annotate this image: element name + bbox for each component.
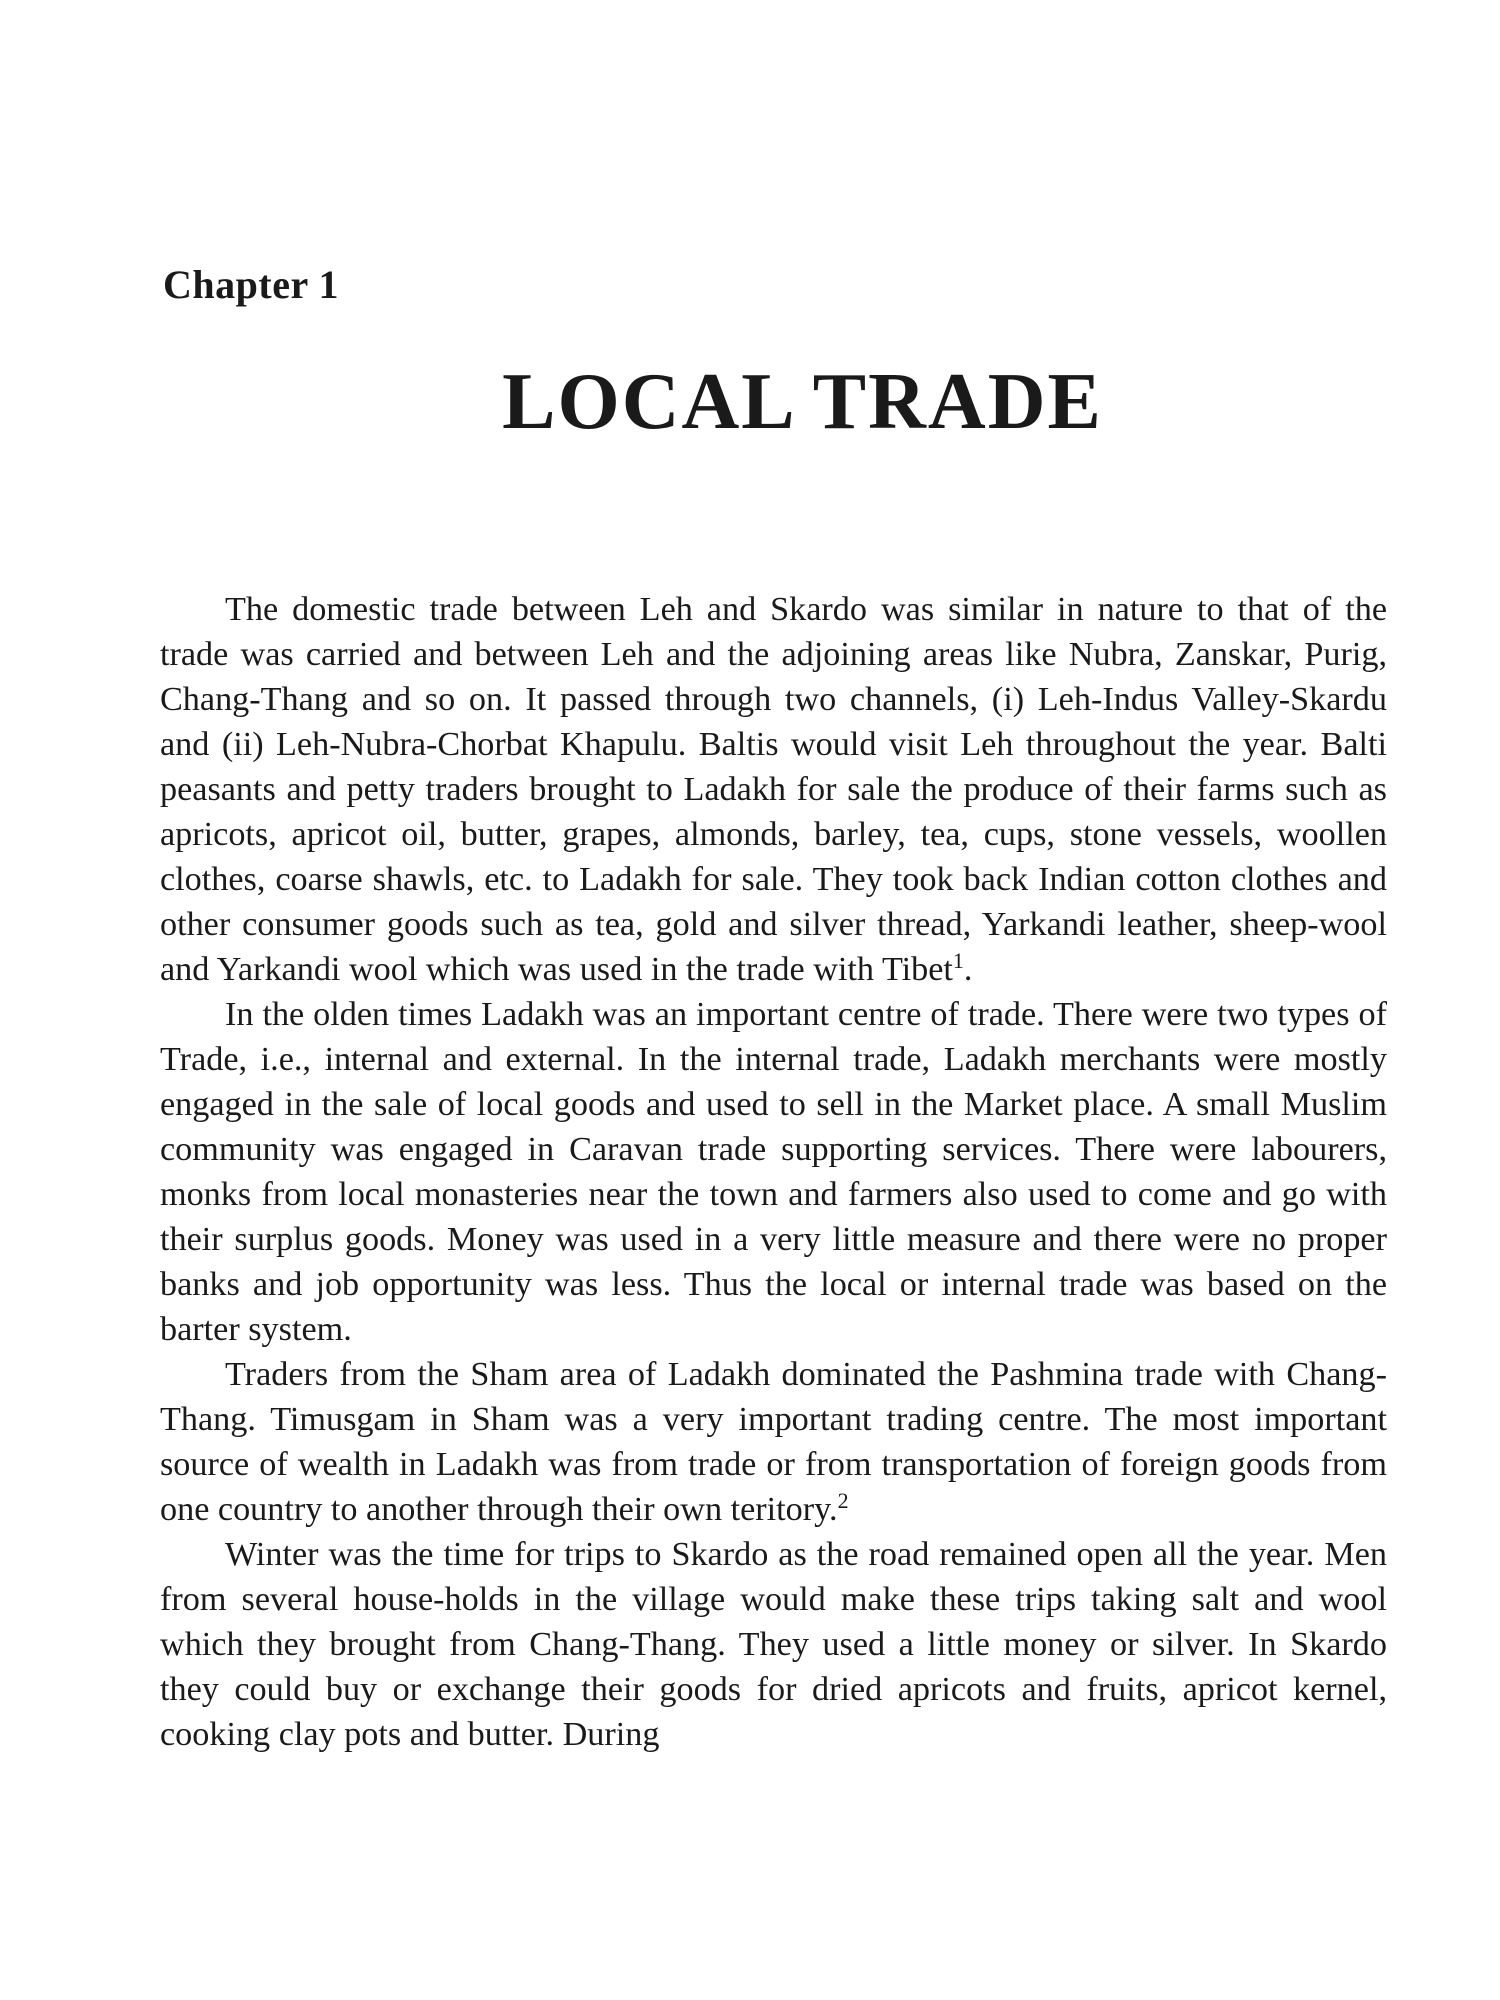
paragraph-2 bbox=[160, 992, 1387, 1352]
chapter-title: LOCAL TRADE bbox=[502, 358, 1103, 446]
paragraph-3 bbox=[160, 1352, 1387, 1532]
footnote-ref-1: 1 bbox=[952, 948, 964, 973]
chapter-label: Chapter 1 bbox=[163, 262, 339, 307]
paragraph-2-text: In the olden times Ladakh was an important centre of trade. There were two types of Trade, i.e., internal and external. In the internal trade, Ladakh merchants were mostly engaged in the sale of local goods and used to sell in the Market place. A small Muslim community was engaged in Caravan trade supporting services. There were labourers, monks from local monasteries near the town and farmers also used to come and go with their surplus goods. Money was used in a very little measure and there were no proper banks and job opportunity was less. Thus the local or internal trade was based on the barter system. bbox=[160, 996, 1387, 1348]
paragraph-3-text: Traders from the Sham area of Ladakh dominated the Pashmina trade with Chang-Thang. Timusgam in Sham was a very important trading centre. The most important source of wealth in Ladakh was from trade or from transportation of foreign goods from one country to another through their own teritory. bbox=[160, 1356, 1387, 1528]
paragraph-4 bbox=[160, 1532, 1387, 1757]
paragraph-1-end: . bbox=[963, 951, 973, 988]
paragraph-1-text: The domestic trade between Leh and Skardo was similar in nature to that of the trade was carried and between Leh and the adjoining areas like Nubra, Zanskar, Purig, Chang-Thang and so on. It passed through two channels, (i) Leh-Indus Valley-Skardu and (ii) Leh-Nubra-Chorbat Khapulu. Baltis would visit Leh throughout the year. Balti peasants and petty traders brought to Ladakh for sale the produce of their farms such as apricots, apricot oil, butter, grapes, almonds, barley, tea, cups, stone vessels, woollen clothes, coarse shawls, etc. to Ladakh for sale. They took back Indian cotton clothes and other consumer goods such as tea, gold and silver thread, Yarkandi leather, sheep-wool and Yarkandi wool which was used in the trade with Tibet bbox=[160, 591, 1387, 988]
paragraph-4-text: Winter was the time for trips to Skardo as the road remained open all the year. Men from several house-holds in the village would make these trips taking salt and wool which they brought from Chang-Thang. They used a little money or silver. In Skardo they could buy or exchange their goods for dried apricots and fruits, apricot kernel, cooking clay pots and butter. During bbox=[160, 1536, 1387, 1753]
paragraph-1 bbox=[160, 587, 1387, 992]
footnote-ref-2: 2 bbox=[837, 1488, 849, 1513]
chapter-body bbox=[160, 587, 1387, 1757]
